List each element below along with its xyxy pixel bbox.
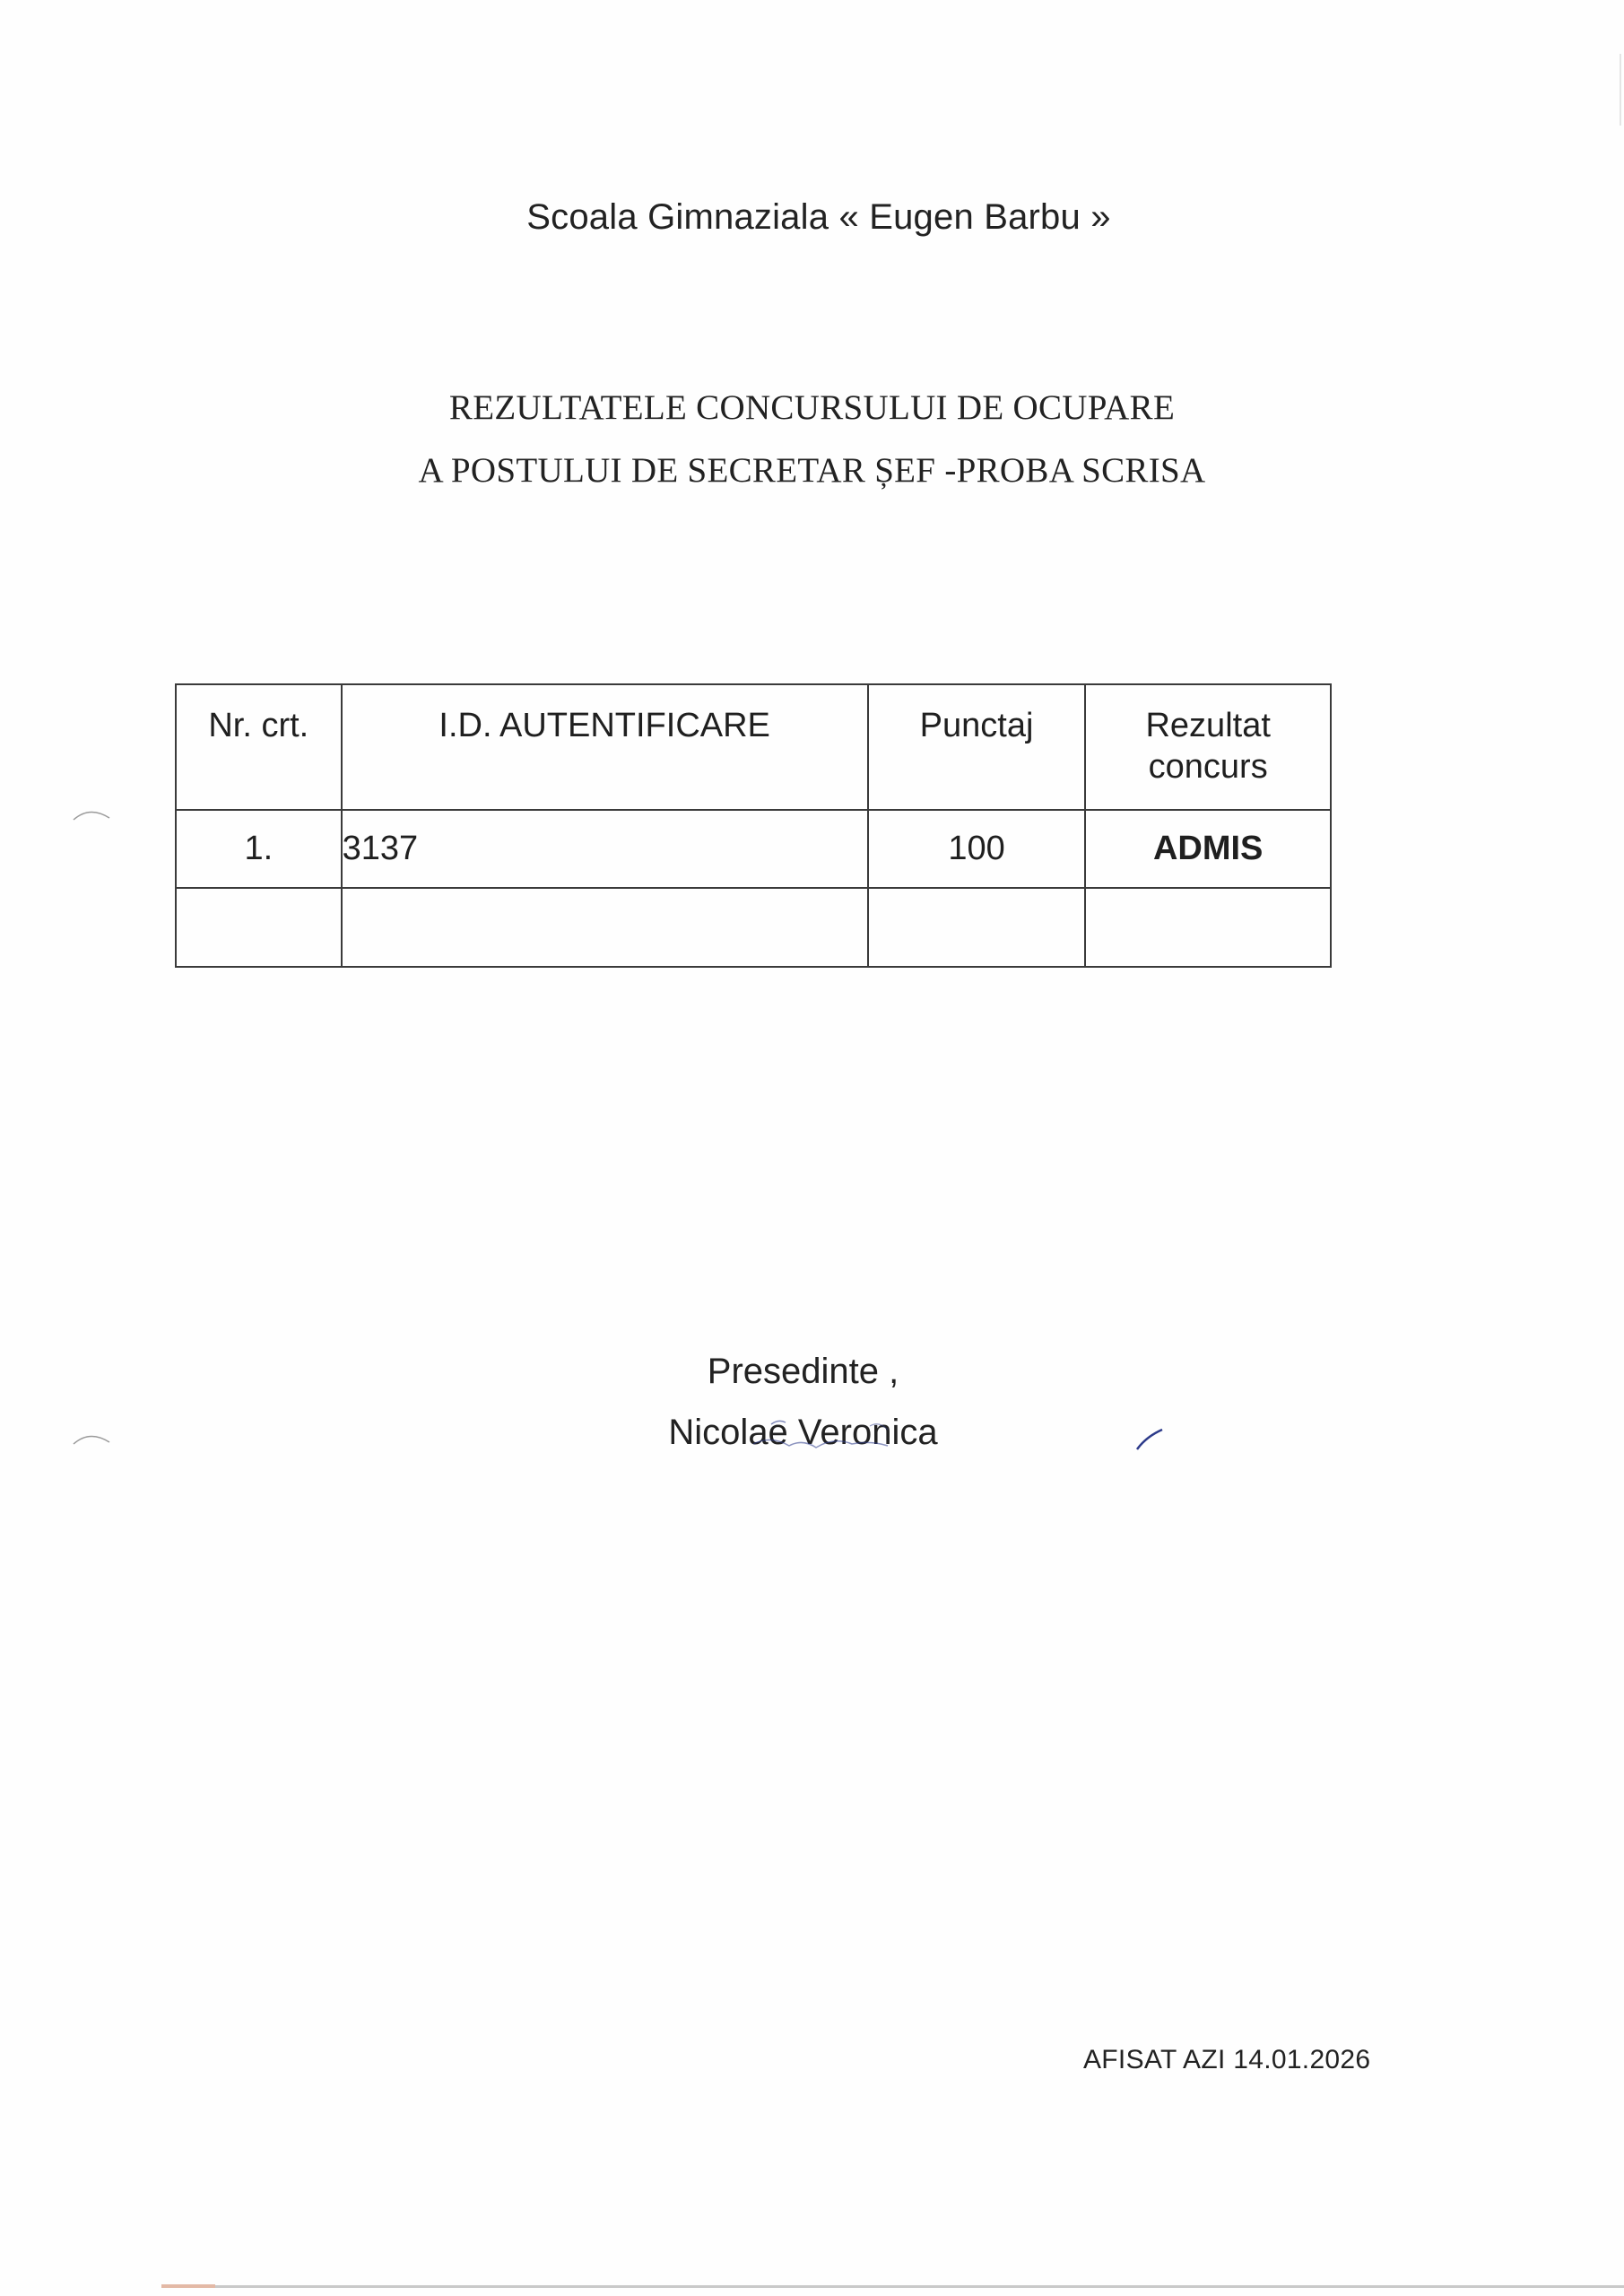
title-line-2: A POSTULUI DE SECRETAR ȘEF -PROBA SCRISA <box>418 451 1206 490</box>
header-rezultat-line-1: Rezultat <box>1145 707 1271 744</box>
cell-id: 3137 <box>342 810 868 888</box>
document-title <box>0 377 1624 502</box>
cell-id <box>342 888 868 967</box>
posted-date: AFISAT AZI 14.01.2026 <box>1083 2045 1371 2074</box>
header-nr-crt: Nr. crt. <box>176 684 342 810</box>
table-header-row <box>176 684 1331 810</box>
school-name: Scoala Gimnaziala « Eugen Barbu » <box>526 197 1111 237</box>
cell-rezultat: ADMIS <box>1085 810 1331 888</box>
handwritten-signature <box>717 1399 986 1453</box>
signature-role: Presedinte , <box>707 1352 899 1391</box>
scan-edge-accent <box>161 2284 215 2288</box>
signature-name: Nicolae Veronica <box>668 1413 938 1452</box>
table-row <box>176 810 1331 888</box>
punch-hole-mark <box>72 805 111 823</box>
cell-punctaj <box>868 888 1086 967</box>
table-row <box>176 888 1331 967</box>
header-punctaj: Punctaj <box>868 684 1086 810</box>
cell-nr <box>176 888 342 967</box>
header-rezultat-concurs <box>1085 684 1331 810</box>
handwritten-tick <box>1133 1426 1169 1453</box>
cell-punctaj: 100 <box>868 810 1086 888</box>
cell-rezultat <box>1085 888 1331 967</box>
header-rezultat-line-2: concurs <box>1148 748 1268 786</box>
cell-nr: 1. <box>176 810 342 888</box>
header-id-autentificare: I.D. AUTENTIFICARE <box>342 684 868 810</box>
scan-edge <box>1620 54 1621 126</box>
scan-edge <box>161 2285 1624 2288</box>
results-table <box>175 683 1332 968</box>
title-line-1: REZULTATELE CONCURSULUI DE OCUPARE <box>448 388 1176 427</box>
